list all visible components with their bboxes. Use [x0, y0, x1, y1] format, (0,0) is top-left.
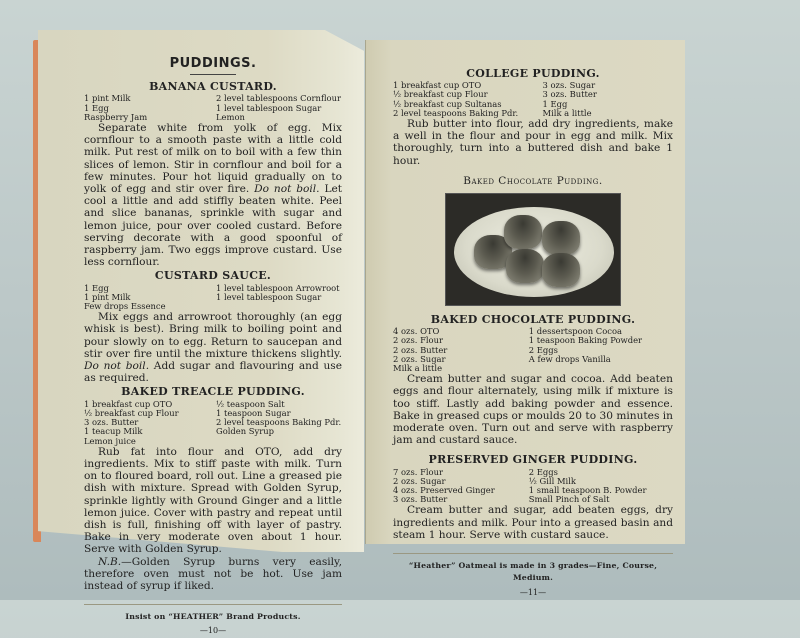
photo-caption: Baked Chocolate Pudding. — [463, 174, 603, 187]
ingredient: 3 ozs. Butter — [393, 494, 448, 505]
ingredient-list — [84, 400, 342, 446]
ingredient: Small Pinch of Salt — [528, 494, 610, 505]
ingredient: ½ Gill Milk — [528, 475, 576, 486]
note-text: —Golden Syrup burns very easily, therefore oven must not be hot. Use jam instead of syrup if liked. — [84, 555, 342, 592]
ingredient: A few drops Vanilla — [528, 353, 611, 364]
footer-divider — [393, 553, 673, 554]
ingredient: 1 breakfast cup OTO — [84, 398, 173, 409]
ingredient: 2 Eggs — [528, 344, 558, 355]
ingredient: 1 level tablespoon Arrowroot — [216, 282, 340, 293]
recipe-method: Rub butter into flour, add dry ingredients, make a well in the flour and pour in egg and milk. Mix thoroughly, turn into a buttered dish and bake 1 hour. — [393, 118, 673, 167]
recipe-method: Cream butter and sugar, add beaten eggs, dry ingredients and milk. Pour into a greased basin and steam 1 hour. Serve with custard sauce. — [393, 504, 673, 541]
ingredient: 2 ozs. Sugar — [393, 475, 446, 486]
page-number: —10— — [199, 626, 227, 636]
ingredient-list — [393, 468, 673, 505]
ingredient: 4 ozs. Preserved Ginger — [393, 485, 495, 496]
ingredient: 2 Eggs — [528, 466, 558, 477]
ingredient: 3 ozs. Butter — [84, 417, 139, 428]
ingredient: 1 teaspoon Sugar — [216, 407, 291, 418]
footer-divider — [84, 604, 342, 605]
ingredient: 1 small teaspoon B. Powder — [528, 485, 647, 496]
ingredient: ½ breakfast cup Flour — [393, 89, 488, 100]
ingredient: 2 level tablespoons Cornflour — [216, 93, 341, 104]
recipe-heading: BANANA CUSTARD. — [149, 80, 277, 94]
page-title: PUDDINGS. — [169, 56, 257, 71]
recipe-method: Rub fat into flour and OTO, add dry ingredients. Mix to stiff paste with milk. Turn on to floured board, roll out. Line a greased pie dish with mixture. Spread with Golden Syrup, sprinkle lightly with Ground Ginger and a little lemon juice. Cover with pastry and repeat until dish is full, finishing off with layer of pastry. Bake in very moderate oven about 1 hour. Serve with Golden Syrup. — [84, 445, 342, 556]
ingredient: 3 ozs. Butter — [542, 89, 597, 100]
recipe-baked-chocolate-pudding — [393, 314, 673, 446]
recipe-banana-custard — [84, 81, 342, 268]
method-emphasis: Do not boil. — [84, 360, 150, 373]
ingredient: 1 teaspoon Baking Powder — [528, 335, 643, 346]
recipe-heading: PRESERVED GINGER PUDDING. — [428, 453, 638, 467]
ingredient: Golden Syrup — [216, 426, 275, 437]
method-text: Mix eggs and arrowroot thoroughly (an egg whisk is best). Bring milk to boiling point and pour slowly on to egg. Return to saucepan and stir over fire until the mixture thickens slightly. — [84, 311, 342, 360]
ingredient: 1 pint Milk — [84, 93, 131, 104]
recipe-custard-sauce — [84, 270, 342, 384]
ingredient: ½ teaspoon Salt — [216, 398, 285, 409]
ingredient: Lemon juice — [84, 435, 136, 446]
recipe-method — [84, 311, 342, 384]
recipe-preserved-ginger-pudding — [393, 454, 673, 541]
ingredient: 2 ozs. Flour — [393, 335, 443, 346]
method-text: Let cool a little and add stiffly beaten white. Peel and slice bananas, sprinkle with sugar and lemon juice, pour over cooled custard. Before serving decorate with a good spoonful of raspberry jam. Two eggs improve custard. Use less cornflour. — [84, 183, 343, 269]
recipe-heading: CUSTARD SAUCE. — [154, 269, 272, 283]
ingredient: 1 dessertspoon Cocoa — [528, 326, 622, 337]
left-page-content — [84, 58, 342, 638]
ingredient: 1 Egg — [84, 102, 109, 113]
ingredient-list — [393, 327, 673, 373]
pudding-shape — [506, 249, 544, 283]
recipe-note — [84, 556, 342, 593]
ingredient: 4 ozs. OTO — [393, 326, 440, 337]
method-text: Separate white from yolk of egg. Mix cornflour to a smooth paste with a little cold milk. Put rest of milk on to boil with a few thin slices of lemon. Stir in cornflour and boil for a few minutes. Pour hot liquid gradually on to yolk of egg and stir over fire. — [84, 122, 342, 196]
recipe-college-pudding — [393, 68, 673, 167]
page-footer: “Heather” Oatmeal is made in 3 grades—Fine, Course, Medium. — [408, 561, 658, 583]
recipe-heading: BAKED CHOCOLATE PUDDING. — [430, 313, 636, 327]
recipe-heading: COLLEGE PUDDING. — [466, 67, 600, 80]
plate-image — [454, 207, 614, 297]
ingredient: 2 ozs. Butter — [393, 344, 448, 355]
ingredient: 1 pint Milk — [84, 291, 131, 302]
page-footer: Insist on “HEATHER” Brand Products. — [125, 612, 301, 622]
recipe-baked-treacle-pudding — [84, 386, 342, 592]
ingredient: Raspberry Jam — [84, 111, 148, 122]
ingredient: ½ breakfast cup Sultanas — [393, 98, 502, 109]
ingredient: ½ breakfast cup Flour — [84, 407, 179, 418]
note-label: N.B. — [98, 555, 122, 568]
pudding-shape — [504, 215, 542, 249]
ingredient: 1 breakfast cup OTO — [393, 80, 482, 91]
ingredient-list — [84, 94, 342, 122]
ingredient: 2 level teaspoons Baking Pdr. — [393, 107, 519, 118]
ingredient: 2 ozs. Sugar — [393, 353, 446, 364]
page-number: —11— — [519, 587, 547, 597]
ingredient: Few drops Essence — [84, 301, 166, 312]
ingredient: 7 ozs. Flour — [393, 466, 443, 477]
pudding-photo — [445, 193, 621, 306]
ingredient-list — [393, 81, 673, 118]
ingredient: 1 Egg — [84, 282, 109, 293]
ingredient: 1 level tablespoon Sugar — [216, 291, 322, 302]
right-page-content — [393, 66, 673, 599]
recipe-method — [84, 122, 342, 268]
recipe-method: Cream butter and sugar and cocoa. Add beaten eggs and flour alternately, using milk if mixture is too stiff. Lastly add baking powder and essence. Bake in greased cups or moulds 20 to 30 minutes in moderate oven. Turn out and serve with raspberry jam and custard sauce. — [393, 373, 673, 447]
ingredient: 3 ozs. Sugar — [542, 80, 596, 91]
pudding-shape — [542, 221, 580, 255]
ingredient: 2 level teaspoons Baking Pdr. — [216, 417, 342, 428]
method-text: Add sugar and flavouring and use as required. — [84, 360, 342, 385]
ingredient: 1 teacup Milk — [84, 426, 143, 437]
ingredient: Milk a little — [393, 363, 443, 374]
pudding-shape — [542, 253, 580, 287]
recipe-heading: BAKED TREACLE PUDDING. — [121, 385, 305, 399]
method-emphasis: Do not boil. — [254, 183, 320, 196]
title-divider — [190, 74, 236, 75]
ingredient-list — [84, 284, 342, 312]
ingredient: Lemon — [216, 111, 245, 122]
ingredient: 1 level tablespoon Sugar — [216, 102, 322, 113]
ingredient: Milk a little — [542, 107, 592, 118]
ingredient: 1 Egg — [542, 98, 568, 109]
